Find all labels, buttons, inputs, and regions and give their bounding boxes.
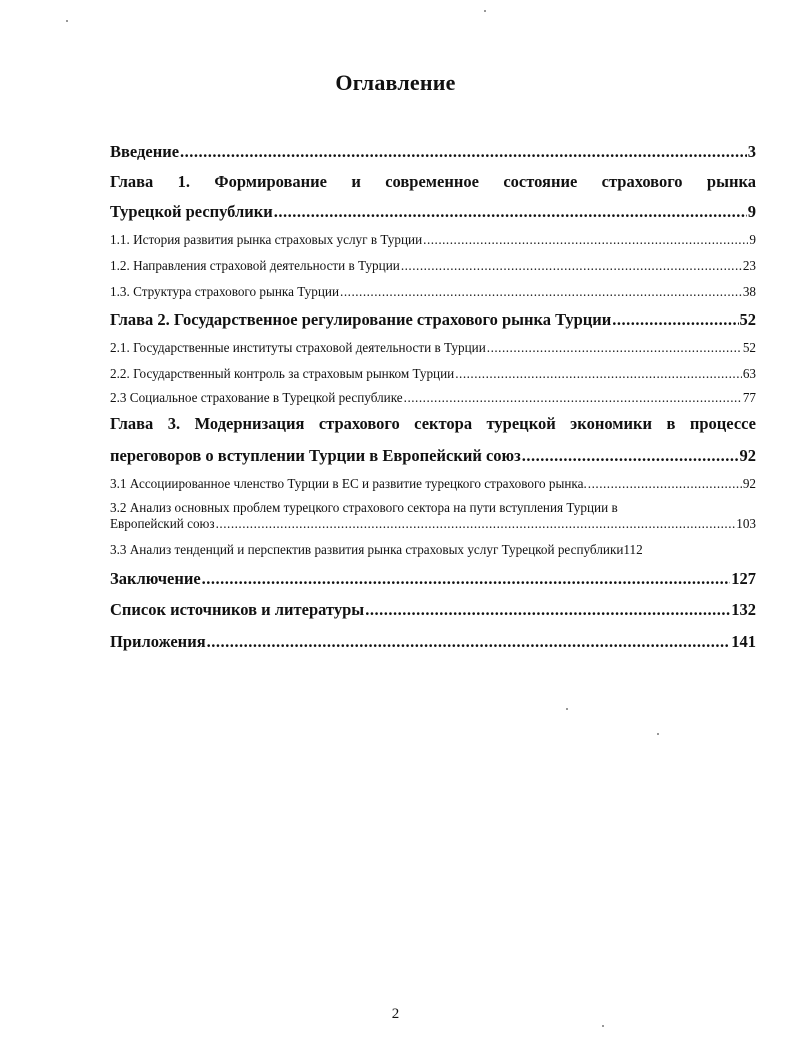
toc-leader — [588, 476, 742, 492]
page-title: Оглавление — [335, 70, 456, 95]
toc-page: 3 — [747, 142, 756, 161]
toc-label: 2.1. Государственные институты страховой деятельности в Турции — [110, 340, 486, 355]
toc-leader — [487, 340, 742, 356]
toc-entry-3-2[interactable] — [110, 500, 756, 532]
toc-entry-3-1[interactable] — [110, 476, 756, 492]
toc-page: 103 — [736, 516, 756, 531]
toc-entry-1-2[interactable] — [110, 258, 756, 274]
toc-page: 92 — [739, 446, 756, 465]
toc-leader — [365, 600, 730, 620]
toc-entry-conclusion[interactable] — [110, 569, 756, 589]
toc-leader — [612, 310, 738, 330]
toc-page: 52 — [739, 310, 756, 329]
toc-entry-2-1[interactable] — [110, 340, 756, 356]
toc-label: 1.2. Направления страховой деятельности в Турции — [110, 258, 400, 273]
toc-leader — [423, 232, 748, 248]
toc-entry-3-3[interactable] — [110, 542, 756, 558]
toc-leader — [274, 202, 747, 222]
toc-leader — [522, 446, 739, 466]
toc-entry-1-3[interactable] — [110, 284, 756, 300]
toc-leader — [216, 516, 736, 532]
toc-page: 112 — [623, 542, 643, 557]
toc-label: Приложения — [110, 632, 206, 651]
toc-entry-appendix[interactable] — [110, 632, 756, 652]
toc-page: 52 — [742, 340, 756, 355]
toc-leader — [180, 142, 747, 162]
toc-label: 3.3 Анализ тенденций и перспектив развития рынка страховых услуг Турецкой республики — [110, 542, 624, 557]
toc-label: переговоров о вступлении Турции в Европейский союз — [110, 446, 521, 465]
toc-leader — [340, 284, 742, 300]
toc-entry-ch1-line1[interactable]: Глава 1. Формирование и современное состояние страхового рынка — [110, 172, 756, 191]
toc-entry-ch3[interactable] — [110, 446, 756, 466]
page-number: 2 — [391, 1006, 400, 1022]
toc-page: 9 — [747, 202, 756, 221]
toc-leader — [207, 632, 731, 652]
toc-label: Турецкой республики — [110, 202, 273, 221]
toc-page: 63 — [742, 366, 756, 381]
toc-entry-intro[interactable] — [110, 142, 756, 162]
toc-label-line2: Европейский союз — [110, 516, 215, 531]
toc-entry-ch2[interactable] — [110, 310, 756, 330]
toc-page: 38 — [742, 284, 756, 299]
toc-leader — [401, 258, 742, 274]
toc-label: 1.1. История развития рынка страховых услуг в Турции — [110, 232, 423, 247]
toc-page: 127 — [731, 569, 756, 588]
toc-entry-2-3[interactable] — [110, 390, 756, 406]
toc-label: Заключение — [110, 569, 201, 588]
toc-label: Введение — [110, 142, 180, 161]
toc-entry-sources[interactable] — [110, 600, 756, 620]
toc-page: 23 — [742, 258, 756, 273]
toc-page: 141 — [731, 632, 756, 651]
toc-label: 1.3. Структура страхового рынка Турции — [110, 284, 340, 299]
toc-label: 2.2. Государственный контроль за страховым рынком Турции — [110, 366, 455, 381]
toc-entry-ch3-line1[interactable]: Глава 3. Модернизация страхового сектора турецкой экономики в процессе — [110, 414, 756, 433]
toc-entry-1-1[interactable] — [110, 232, 756, 248]
toc-leader — [404, 390, 742, 406]
toc-label-line1: 3.2 Анализ основных проблем турецкого страхового сектора на пути вступления Турции в — [110, 500, 618, 515]
toc-page: 9 — [749, 232, 756, 247]
toc-leader — [455, 366, 742, 382]
toc-label: Список источников и литературы — [110, 600, 365, 619]
toc-page: 77 — [742, 390, 756, 405]
toc-label: 3.1 Ассоциированное членство Турции в ЕС и развитие турецкого страхового рынка. — [110, 476, 587, 491]
toc-label: Глава 2. Государственное регулирование страхового рынка Турции — [110, 310, 612, 329]
toc-entry-ch1[interactable] — [110, 202, 756, 222]
toc-page: 92 — [742, 476, 756, 491]
toc-page: 132 — [731, 600, 756, 619]
toc-label: 2.3 Социальное страхование в Турецкой республике — [110, 390, 403, 405]
toc-leader — [202, 569, 731, 589]
toc-entry-2-2[interactable] — [110, 366, 756, 382]
